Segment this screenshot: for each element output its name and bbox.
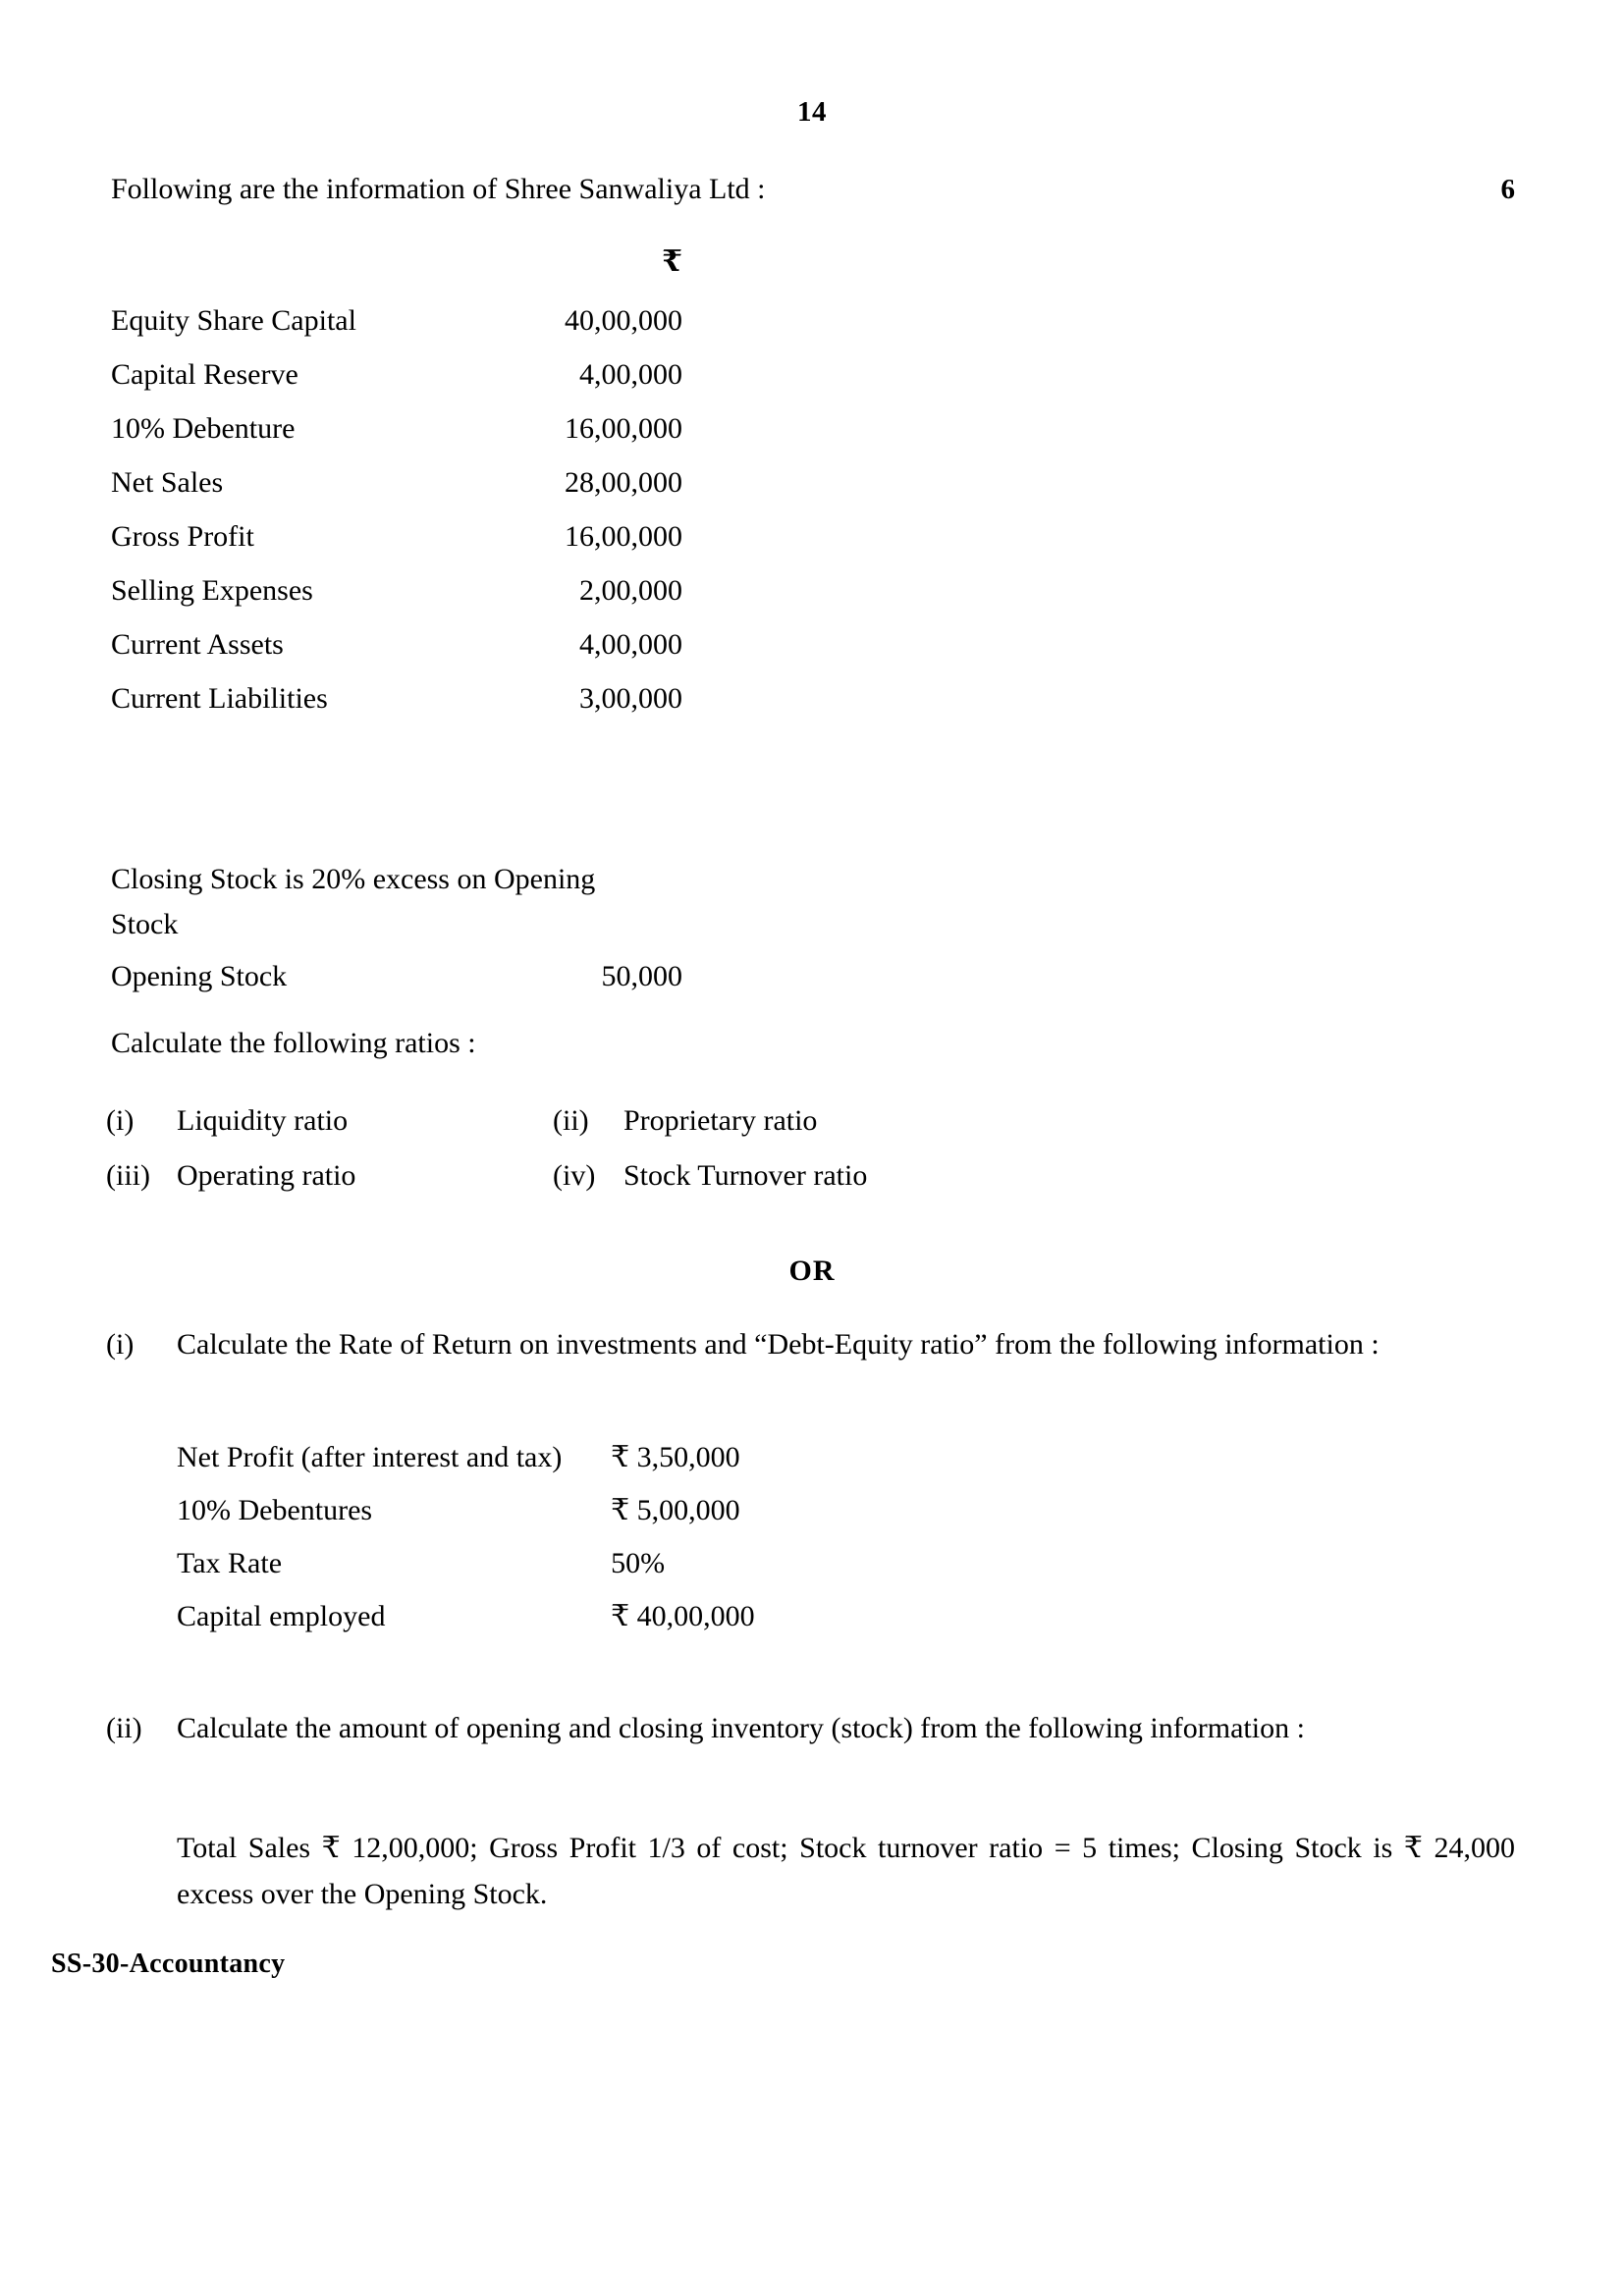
figure-value: 16,00,000 [565,412,682,445]
opening-stock-value: 50,000 [601,960,682,992]
list-item-number: (ii) [553,1104,589,1137]
list-item [553,1104,1063,1138]
list-item [553,1159,1063,1193]
list-item-label: Stock Turnover ratio [623,1159,868,1192]
figure-label: Current Assets [111,628,284,661]
table-row [177,1496,766,1549]
figure-label: Equity Share Capital [111,304,356,337]
table-row [111,684,682,738]
page-number: 14 [797,96,827,128]
figure-value: 2,00,000 [579,574,682,607]
figure-label: 10% Debenture [111,412,296,445]
figure-value: 4,00,000 [579,628,682,661]
figure-label: Gross Profit [111,520,254,553]
figures-table [111,306,682,738]
rupee-column-header: ₹ [662,245,682,278]
branch-i-figures-table [177,1443,766,1655]
calculate-ratios-instruction: Calculate the following ratios : [111,1027,476,1059]
figure-value: 40,00,000 [565,304,682,337]
ratios-list [106,1104,1147,1214]
table-row [111,414,682,468]
opening-stock-row [111,960,682,993]
sub-figure-value: ₹ 40,00,000 [611,1600,755,1632]
table-row [177,1549,766,1602]
table-row [177,1602,766,1655]
branch-item-number: (ii) [106,1712,142,1744]
list-item-number: (i) [106,1104,135,1137]
figure-label: Selling Expenses [111,574,313,607]
sub-figure-value: ₹ 3,50,000 [611,1441,740,1473]
closing-stock-note: Closing Stock is 20% excess on Opening Stock [111,863,596,940]
list-item-label: Liquidity ratio [177,1104,349,1137]
branch-item-text: Calculate the Rate of Return on investments and “Debt-Equity ratio” from the following information : [177,1328,1380,1361]
list-item-label: Proprietary ratio [623,1104,818,1137]
figure-label: Net Sales [111,466,224,499]
or-divider: OR [788,1255,836,1287]
list-item-row [106,1104,1147,1138]
branch-item-text: Calculate the amount of opening and closing inventory (stock) from the following information : [177,1712,1305,1744]
table-row [111,522,682,576]
table-row [111,576,682,630]
list-item-label: Operating ratio [177,1159,356,1192]
list-item [106,1159,553,1193]
figure-label: Current Liabilities [111,682,328,715]
question-intro-text: Following are the information of Shree Sanwaliya Ltd : [111,173,766,205]
branch-item-ii [106,1706,1515,1752]
sub-figure-value: 50% [611,1547,666,1579]
footer-paper-code: SS-30-Accountancy [51,1949,286,1979]
sub-figure-label: Tax Rate [177,1547,283,1579]
table-row [111,468,682,522]
figure-value: 28,00,000 [565,466,682,499]
sub-figure-label: Net Profit (after interest and tax) [177,1441,563,1473]
sub-figure-label: 10% Debentures [177,1494,373,1526]
sub-figure-label: Capital employed [177,1600,386,1632]
list-item-number: (iii) [106,1159,150,1192]
sub-figure-value: ₹ 5,00,000 [611,1494,740,1526]
table-row [111,630,682,684]
figure-value: 3,00,000 [579,682,682,715]
opening-stock-label: Opening Stock [111,960,288,992]
table-row [111,360,682,414]
list-item [106,1104,553,1138]
question-intro-row [111,173,1515,206]
figure-label: Capital Reserve [111,358,298,391]
branch-item-i [106,1322,1515,1368]
figure-value: 16,00,000 [565,520,682,553]
marks-indicator: 6 [1500,174,1515,205]
branch-item-number: (i) [106,1328,135,1361]
list-item-number: (iv) [553,1159,596,1192]
table-row [177,1443,766,1496]
figure-value: 4,00,000 [579,358,682,391]
table-row [111,306,682,360]
branch-ii-details: Total Sales ₹ 12,00,000; Gross Profit 1/3 of cost; Stock turnover ratio = 5 times; Closing Stock is ₹ 24,000 excess over the Opening Stock. [177,1832,1515,1910]
list-item-row [106,1159,1147,1193]
